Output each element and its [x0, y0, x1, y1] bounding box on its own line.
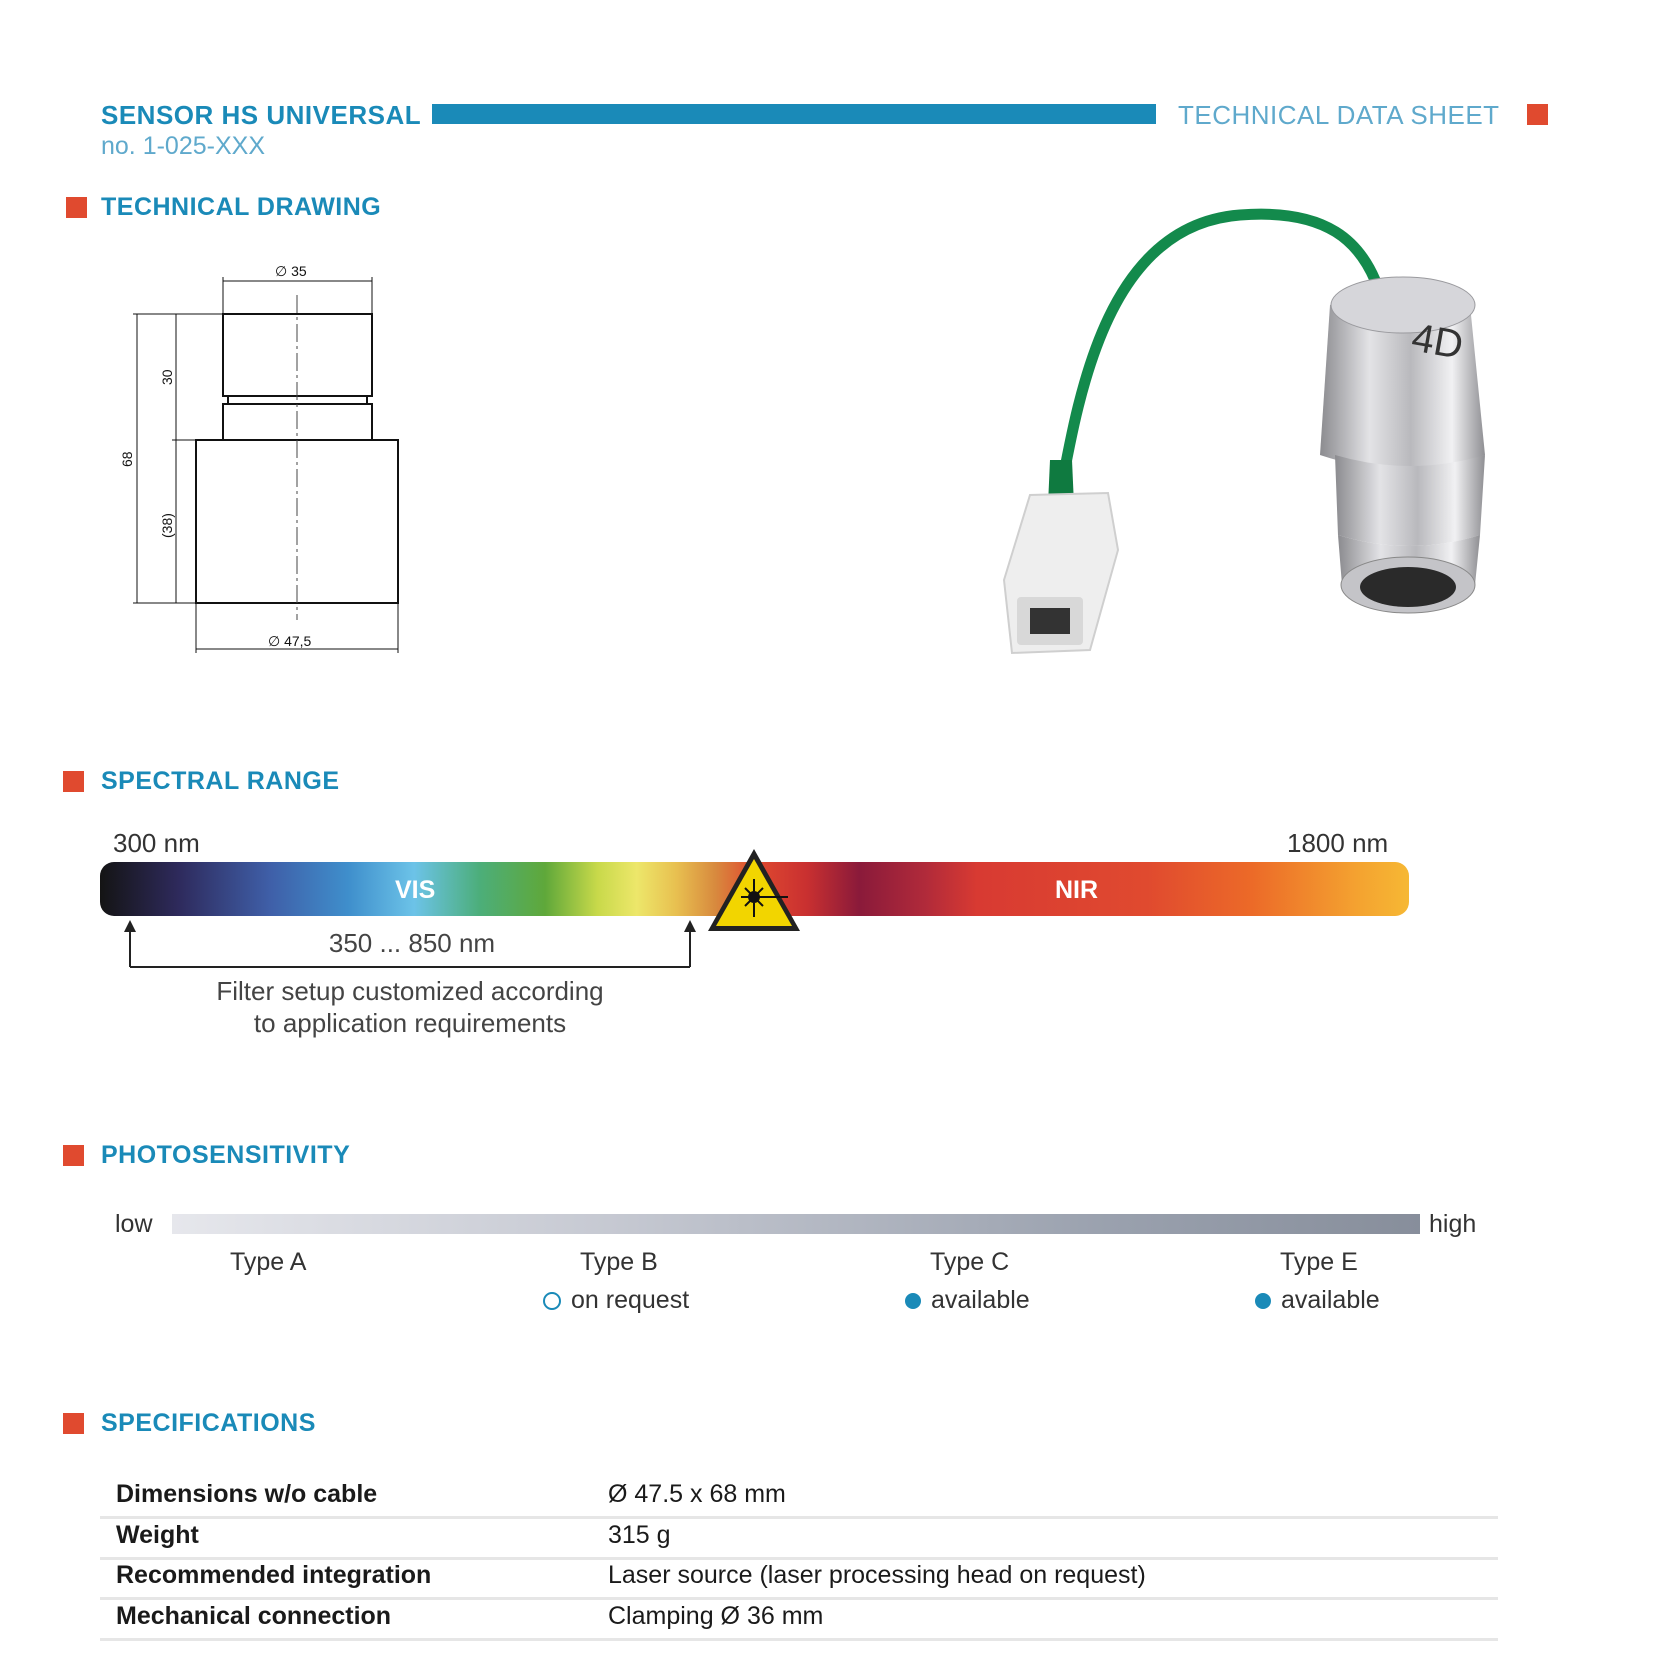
- sensor-body: [1320, 277, 1485, 613]
- product-photo: [990, 205, 1560, 665]
- spec-row: [100, 1597, 1498, 1641]
- section-marker: [63, 1145, 84, 1166]
- spectrum-max-label: 1800 nm: [1287, 828, 1389, 858]
- available-indicator-icon: [905, 1293, 921, 1309]
- range-label: 350 ... 850 nm: [328, 928, 496, 958]
- section-marker: [66, 197, 87, 218]
- section-marker: [63, 771, 84, 792]
- spec-label: Mechanical connection: [116, 1602, 392, 1630]
- spec-value: Clamping Ø 36 mm: [608, 1602, 824, 1630]
- spec-row: [100, 1556, 1498, 1600]
- sensitivity-high-label: high: [1429, 1210, 1477, 1238]
- spec-value: 315 g: [608, 1521, 671, 1549]
- available-indicator-icon: [1255, 1293, 1271, 1309]
- dim-lower-label: (38): [159, 513, 175, 538]
- header-rule: [432, 104, 1156, 124]
- dim-bottom-label: ∅ 47,5: [268, 633, 312, 649]
- spectrum-min-label: 300 nm: [113, 828, 200, 858]
- filter-note-line2: to application requirements: [253, 1008, 567, 1038]
- rj45-coupler: [1004, 493, 1118, 653]
- type-b-status: [543, 1286, 689, 1315]
- laser-warning-icon: [704, 845, 804, 935]
- dim-upper-label: 30: [159, 369, 175, 385]
- section-title-technical-drawing: TECHNICAL DRAWING: [101, 193, 382, 221]
- band-label-nir: NIR: [1055, 876, 1099, 904]
- section-title-spectral-range: SPECTRAL RANGE: [101, 767, 340, 795]
- product-title: SENSOR HS UNIVERSAL: [101, 100, 422, 130]
- brand-logo: 4D: [1408, 315, 1467, 368]
- type-b-name: Type B: [580, 1248, 658, 1276]
- spec-value: Laser source (laser processing head on request): [608, 1561, 1146, 1589]
- type-e-status: [1255, 1286, 1380, 1315]
- section-marker: [63, 1413, 84, 1434]
- type-e-name: Type E: [1280, 1248, 1358, 1276]
- sensitivity-gradient-bar: [172, 1214, 1420, 1234]
- type-c-status: [905, 1286, 1030, 1315]
- type-b-status-label: on request: [571, 1286, 690, 1314]
- on-request-indicator-icon: [543, 1292, 561, 1310]
- spec-label: Weight: [116, 1521, 199, 1549]
- band-label-vis: VIS: [395, 876, 436, 904]
- spec-value: Ø 47.5 x 68 mm: [608, 1480, 786, 1508]
- section-title-photosensitivity: PHOTOSENSITIVITY: [101, 1141, 351, 1169]
- dim-top-label: ∅ 35: [275, 263, 307, 279]
- section-title-specifications: SPECIFICATIONS: [101, 1409, 316, 1437]
- document-type: TECHNICAL DATA SHEET: [1178, 100, 1500, 130]
- spec-label: Dimensions w/o cable: [116, 1480, 378, 1508]
- dim-total-label: 68: [119, 451, 135, 467]
- type-a-name: Type A: [230, 1248, 307, 1276]
- sensitivity-low-label: low: [115, 1210, 153, 1238]
- spec-row: [100, 1475, 1498, 1519]
- spec-label: Recommended integration: [116, 1561, 432, 1589]
- product-number: no. 1-025-XXX: [101, 132, 265, 160]
- type-c-name: Type C: [930, 1248, 1010, 1276]
- type-c-status-label: available: [931, 1286, 1030, 1314]
- spec-row: [100, 1516, 1498, 1560]
- filter-note-line1: Filter setup customized according: [216, 976, 604, 1006]
- technical-drawing: [110, 255, 420, 665]
- header-square-marker: [1527, 104, 1548, 125]
- type-e-status-label: available: [1281, 1286, 1380, 1314]
